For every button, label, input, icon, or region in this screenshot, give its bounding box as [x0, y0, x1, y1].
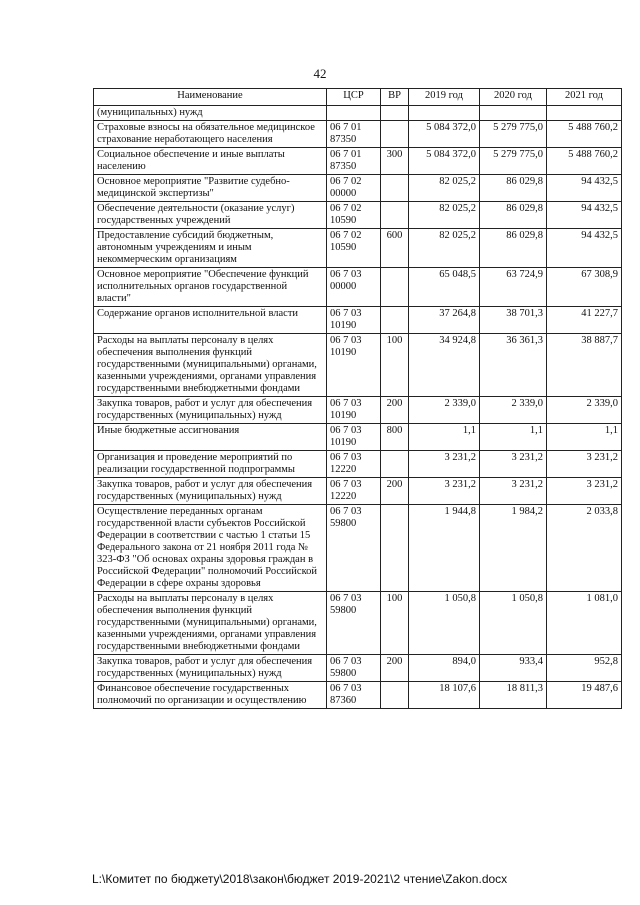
cell-vr: 100 [381, 592, 409, 655]
cell-csr: 06 7 03 12220 [327, 478, 381, 505]
cell-2021: 19 487,6 [547, 682, 622, 709]
table-row [94, 451, 622, 478]
table-header-row [94, 89, 622, 106]
cell-2019: 34 924,8 [409, 334, 480, 397]
cell-2020 [480, 106, 547, 121]
cell-2020: 1 984,2 [480, 505, 547, 592]
cell-2020: 86 029,8 [480, 202, 547, 229]
cell-name: Организация и проведение мероприятий по реализации государственной подпрограммы [94, 451, 327, 478]
table-row [94, 106, 622, 121]
cell-2019: 5 084 372,0 [409, 121, 480, 148]
cell-name: (муниципальных) нужд [94, 106, 327, 121]
cell-2020: 3 231,2 [480, 478, 547, 505]
cell-2019: 65 048,5 [409, 268, 480, 307]
cell-2020: 2 339,0 [480, 397, 547, 424]
cell-2021: 67 308,9 [547, 268, 622, 307]
cell-vr [381, 121, 409, 148]
cell-2020: 63 724,9 [480, 268, 547, 307]
table-row [94, 424, 622, 451]
cell-2019: 37 264,8 [409, 307, 480, 334]
cell-name: Предоставление субсидий бюджетным, автономным учреждениям и иным некоммерческим организациям [94, 229, 327, 268]
file-path-footer: L:\Комитет по бюджету\2018\закон\бюджет 2019-2021\2 чтение\Zakon.docx [92, 872, 508, 886]
cell-2019: 1 050,8 [409, 592, 480, 655]
cell-name: Закупка товаров, работ и услуг для обеспечения государственных (муниципальных) нужд [94, 397, 327, 424]
header-2021: 2021 год [547, 89, 622, 106]
cell-name: Расходы на выплаты персоналу в целях обеспечения выполнения функций государственными (муниципальными) органами, казенными учреждениями, органами управления государственными внебюджетными фондами [94, 334, 327, 397]
header-name: Наименование [94, 89, 327, 106]
table-row [94, 148, 622, 175]
cell-2021: 94 432,5 [547, 202, 622, 229]
header-2020: 2020 год [480, 89, 547, 106]
cell-2020: 36 361,3 [480, 334, 547, 397]
cell-2019: 82 025,2 [409, 202, 480, 229]
cell-2019: 82 025,2 [409, 175, 480, 202]
cell-csr: 06 7 03 12220 [327, 451, 381, 478]
cell-vr: 100 [381, 334, 409, 397]
cell-vr [381, 505, 409, 592]
cell-2021: 3 231,2 [547, 451, 622, 478]
cell-2021: 1,1 [547, 424, 622, 451]
cell-2021: 3 231,2 [547, 478, 622, 505]
cell-name: Содержание органов исполнительной власти [94, 307, 327, 334]
cell-csr: 06 7 03 59800 [327, 592, 381, 655]
cell-csr: 06 7 03 59800 [327, 655, 381, 682]
cell-csr: 06 7 03 10190 [327, 334, 381, 397]
cell-vr: 300 [381, 148, 409, 175]
cell-csr: 06 7 01 87350 [327, 121, 381, 148]
cell-vr: 600 [381, 229, 409, 268]
cell-name: Основное мероприятие "Развитие судебно-медицинской экспертизы" [94, 175, 327, 202]
cell-vr: 200 [381, 397, 409, 424]
cell-name: Обеспечение деятельности (оказание услуг) государственных учреждений [94, 202, 327, 229]
cell-name: Расходы на выплаты персоналу в целях обеспечения выполнения функций государственными (муниципальными) органами, казенными учреждениями, органами управления государственными внебюджетными фондами [94, 592, 327, 655]
cell-vr: 200 [381, 478, 409, 505]
cell-2019: 3 231,2 [409, 478, 480, 505]
cell-csr: 06 7 03 10190 [327, 397, 381, 424]
cell-2019: 1,1 [409, 424, 480, 451]
table-row [94, 121, 622, 148]
cell-2021: 5 488 760,2 [547, 148, 622, 175]
cell-2021: 1 081,0 [547, 592, 622, 655]
cell-2021: 94 432,5 [547, 229, 622, 268]
cell-name: Основное мероприятие "Обеспечение функций исполнительных органов государственной власти" [94, 268, 327, 307]
cell-2021: 94 432,5 [547, 175, 622, 202]
cell-2019 [409, 106, 480, 121]
cell-vr [381, 268, 409, 307]
cell-2020: 86 029,8 [480, 175, 547, 202]
budget-table [93, 88, 622, 709]
cell-vr: 800 [381, 424, 409, 451]
cell-2019: 2 339,0 [409, 397, 480, 424]
cell-2020: 5 279 775,0 [480, 121, 547, 148]
cell-2020: 1,1 [480, 424, 547, 451]
cell-2021: 952,8 [547, 655, 622, 682]
table-row [94, 682, 622, 709]
cell-name: Страховые взносы на обязательное медицинское страхование неработающего населения [94, 121, 327, 148]
cell-name: Социальное обеспечение и иные выплаты населению [94, 148, 327, 175]
cell-csr [327, 106, 381, 121]
cell-vr [381, 451, 409, 478]
cell-2020: 1 050,8 [480, 592, 547, 655]
cell-2020: 18 811,3 [480, 682, 547, 709]
header-2019: 2019 год [409, 89, 480, 106]
cell-2021: 38 887,7 [547, 334, 622, 397]
header-vr: ВР [381, 89, 409, 106]
cell-vr [381, 202, 409, 229]
cell-2020: 933,4 [480, 655, 547, 682]
table-row [94, 175, 622, 202]
table-row [94, 229, 622, 268]
table-row [94, 307, 622, 334]
cell-2021 [547, 106, 622, 121]
cell-csr: 06 7 02 10590 [327, 229, 381, 268]
cell-2020: 38 701,3 [480, 307, 547, 334]
cell-vr [381, 682, 409, 709]
table-row [94, 397, 622, 424]
table-row [94, 268, 622, 307]
cell-csr: 06 7 02 10590 [327, 202, 381, 229]
cell-2021: 5 488 760,2 [547, 121, 622, 148]
cell-name: Осуществление переданных органам государственной власти субъектов Российской Федерации в соответствии с частью 1 статьи 15 Федерального закона от 21 ноября 2011 года № 323-ФЗ "Об основах охраны здоровья граждан в Российской Федерации" полномочий Российской Федерации в сфере охраны здоровья [94, 505, 327, 592]
table-row [94, 655, 622, 682]
cell-csr: 06 7 03 00000 [327, 268, 381, 307]
cell-name: Иные бюджетные ассигнования [94, 424, 327, 451]
cell-2019: 18 107,6 [409, 682, 480, 709]
cell-csr: 06 7 01 87350 [327, 148, 381, 175]
cell-2019: 82 025,2 [409, 229, 480, 268]
cell-2021: 41 227,7 [547, 307, 622, 334]
cell-name: Закупка товаров, работ и услуг для обеспечения государственных (муниципальных) нужд [94, 478, 327, 505]
cell-csr: 06 7 03 59800 [327, 505, 381, 592]
cell-2021: 2 339,0 [547, 397, 622, 424]
table-row [94, 202, 622, 229]
header-csr: ЦСР [327, 89, 381, 106]
cell-2019: 3 231,2 [409, 451, 480, 478]
page-number: 42 [313, 66, 327, 81]
cell-vr: 200 [381, 655, 409, 682]
cell-vr [381, 175, 409, 202]
cell-vr [381, 106, 409, 121]
cell-name: Закупка товаров, работ и услуг для обеспечения государственных (муниципальных) нужд [94, 655, 327, 682]
table-row [94, 334, 622, 397]
table-row [94, 592, 622, 655]
cell-csr: 06 7 02 00000 [327, 175, 381, 202]
cell-csr: 06 7 03 10190 [327, 424, 381, 451]
table-row [94, 478, 622, 505]
cell-2021: 2 033,8 [547, 505, 622, 592]
table-body [94, 106, 622, 709]
cell-2020: 5 279 775,0 [480, 148, 547, 175]
cell-vr [381, 307, 409, 334]
cell-2020: 86 029,8 [480, 229, 547, 268]
cell-name: Финансовое обеспечение государственных полномочий по организации и осуществлению [94, 682, 327, 709]
cell-2019: 5 084 372,0 [409, 148, 480, 175]
cell-csr: 06 7 03 10190 [327, 307, 381, 334]
cell-csr: 06 7 03 87360 [327, 682, 381, 709]
table-row [94, 505, 622, 592]
cell-2020: 3 231,2 [480, 451, 547, 478]
cell-2019: 1 944,8 [409, 505, 480, 592]
cell-2019: 894,0 [409, 655, 480, 682]
